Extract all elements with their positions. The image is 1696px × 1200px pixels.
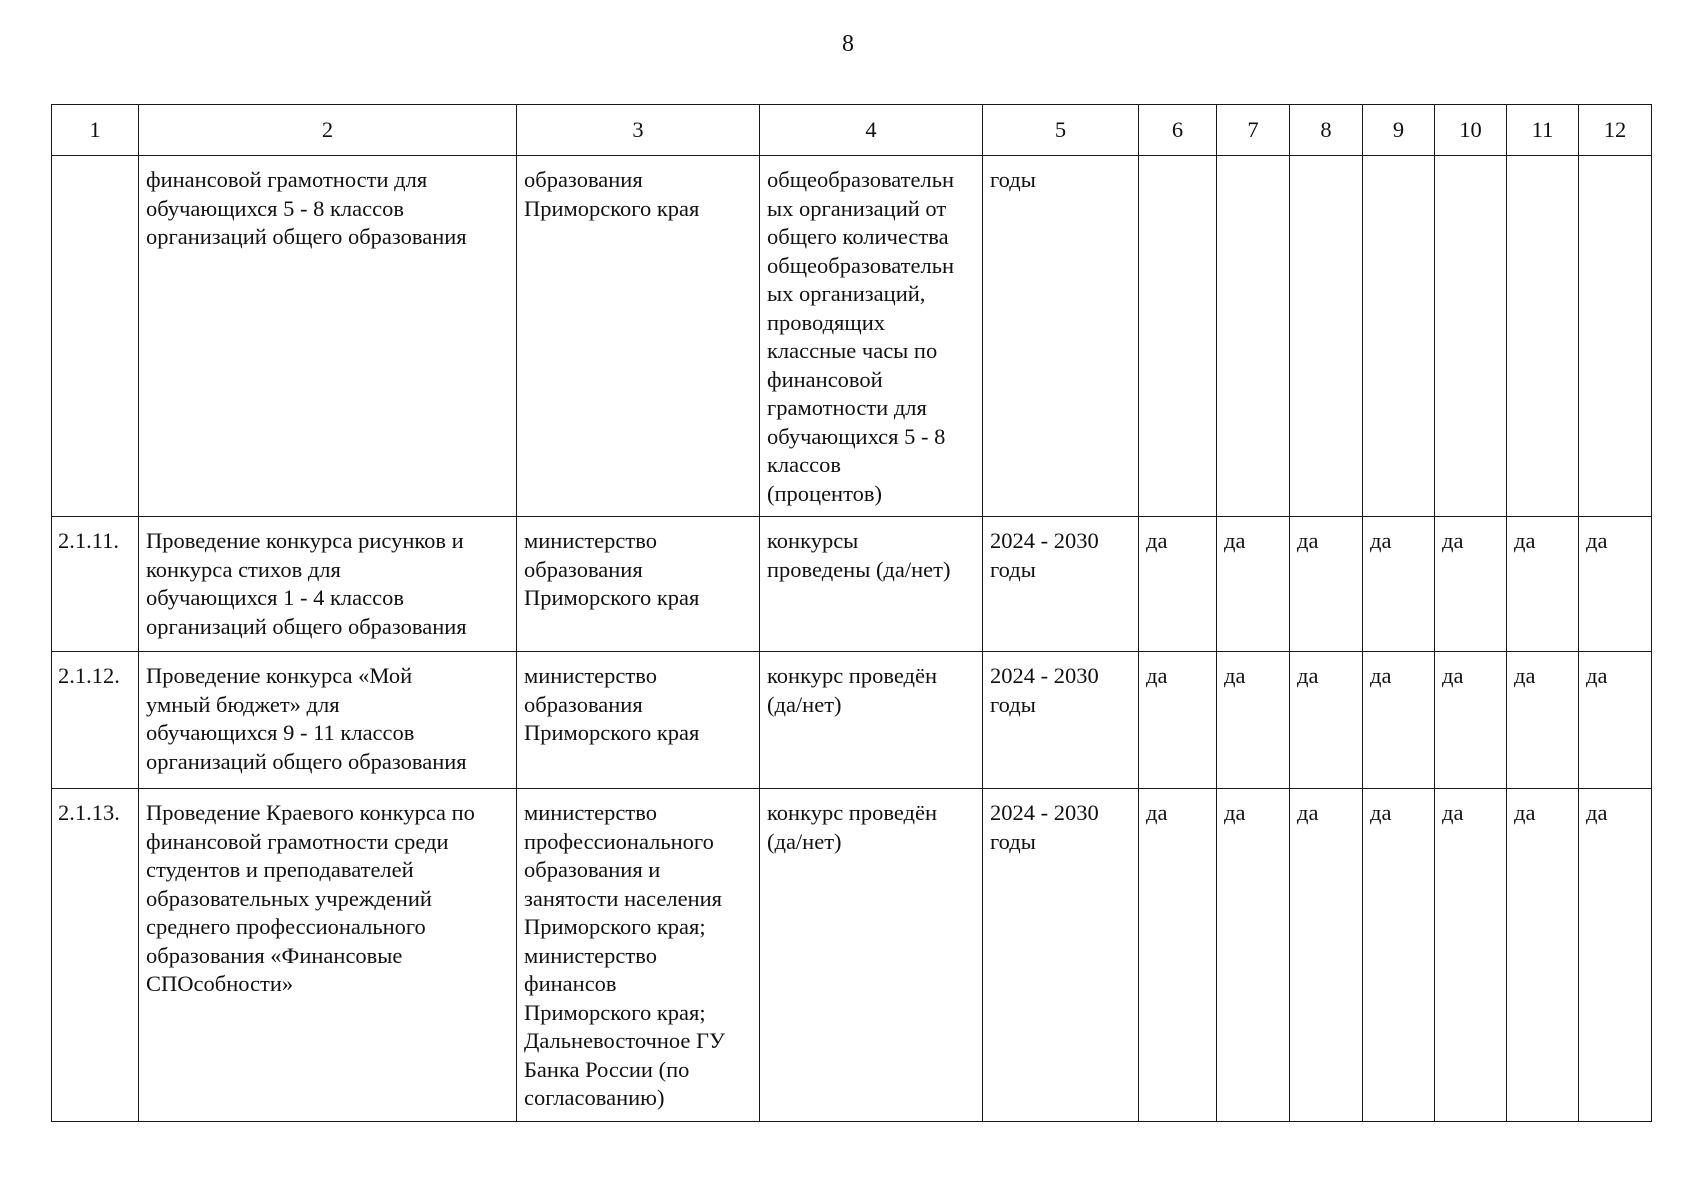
year-value-cell: да (1507, 789, 1579, 1122)
indicator-cell: конкурс проведён (да/нет) (760, 652, 983, 789)
year-value-cell (1363, 156, 1435, 517)
year-value-cell: да (1435, 517, 1507, 652)
year-value-cell: да (1217, 789, 1290, 1122)
column-header: 6 (1139, 105, 1217, 156)
page-number: 8 (842, 31, 854, 57)
year-value-cell (1290, 156, 1363, 517)
indicator-cell: общеобразовательн ых организаций от общего количества общеобразовательн ых организаций, проводящих классные часы по финансовой грамотности для обучающихся 5 - 8 классов (процентов) (760, 156, 983, 517)
column-header: 5 (983, 105, 1139, 156)
year-value-cell: да (1363, 517, 1435, 652)
event-cell: Проведение Краевого конкурса по финансовой грамотности среди студентов и преподавателей образовательных учреждений среднего профессионального образования «Финансовые СПОсобности» (139, 789, 517, 1122)
year-value-cell: да (1435, 789, 1507, 1122)
period-cell: годы (983, 156, 1139, 517)
column-header: 10 (1435, 105, 1507, 156)
year-value-cell: да (1579, 652, 1652, 789)
column-header: 2 (139, 105, 517, 156)
executor-cell: министерство профессионального образования и занятости населения Приморского края; министерство финансов Приморского края; Дальневосточное ГУ Банка России (по согласованию) (517, 789, 760, 1122)
year-value-cell (1217, 156, 1290, 517)
executor-cell: министерство образования Приморского края (517, 652, 760, 789)
indicator-cell: конкурсы проведены (да/нет) (760, 517, 983, 652)
executor-cell: министерство образования Приморского края (517, 517, 760, 652)
year-value-cell: да (1507, 517, 1579, 652)
year-value-cell: да (1290, 789, 1363, 1122)
year-value-cell (1435, 156, 1507, 517)
executor-cell: образования Приморского края (517, 156, 760, 517)
column-header: 8 (1290, 105, 1363, 156)
column-header: 1 (52, 105, 139, 156)
year-value-cell: да (1435, 652, 1507, 789)
column-header: 9 (1363, 105, 1435, 156)
year-value-cell: да (1363, 789, 1435, 1122)
row-number-cell: 2.1.12. (52, 652, 139, 789)
column-header: 11 (1507, 105, 1579, 156)
year-value-cell (1139, 156, 1217, 517)
event-cell: Проведение конкурса «Мой умный бюджет» для обучающихся 9 - 11 классов организаций общего образования (139, 652, 517, 789)
year-value-cell: да (1290, 517, 1363, 652)
event-cell: Проведение конкурса рисунков и конкурса стихов для обучающихся 1 - 4 классов организаций общего образования (139, 517, 517, 652)
table-row-2-1-13 (52, 789, 1652, 1122)
year-value-cell: да (1290, 652, 1363, 789)
year-value-cell: да (1579, 789, 1652, 1122)
row-number-cell (52, 156, 139, 517)
column-header: 12 (1579, 105, 1652, 156)
table-row-2-1-12 (52, 652, 1652, 789)
table-row-2-1-11 (52, 517, 1652, 652)
period-cell: 2024 - 2030 годы (983, 517, 1139, 652)
event-cell: финансовой грамотности для обучающихся 5 - 8 классов организаций общего образования (139, 156, 517, 517)
column-header: 7 (1217, 105, 1290, 156)
year-value-cell: да (1139, 789, 1217, 1122)
row-number-cell: 2.1.11. (52, 517, 139, 652)
year-value-cell: да (1139, 652, 1217, 789)
period-cell: 2024 - 2030 годы (983, 789, 1139, 1122)
year-value-cell: да (1507, 652, 1579, 789)
indicator-cell: конкурс проведён (да/нет) (760, 789, 983, 1122)
year-value-cell: да (1363, 652, 1435, 789)
year-value-cell: да (1579, 517, 1652, 652)
year-value-cell: да (1139, 517, 1217, 652)
year-value-cell: да (1217, 652, 1290, 789)
table-row-continuation (52, 156, 1652, 517)
program-table (51, 104, 1652, 1122)
column-header: 3 (517, 105, 760, 156)
table-header-row (52, 105, 1652, 156)
period-cell: 2024 - 2030 годы (983, 652, 1139, 789)
column-header: 4 (760, 105, 983, 156)
row-number-cell: 2.1.13. (52, 789, 139, 1122)
year-value-cell (1507, 156, 1579, 517)
year-value-cell (1579, 156, 1652, 517)
year-value-cell: да (1217, 517, 1290, 652)
